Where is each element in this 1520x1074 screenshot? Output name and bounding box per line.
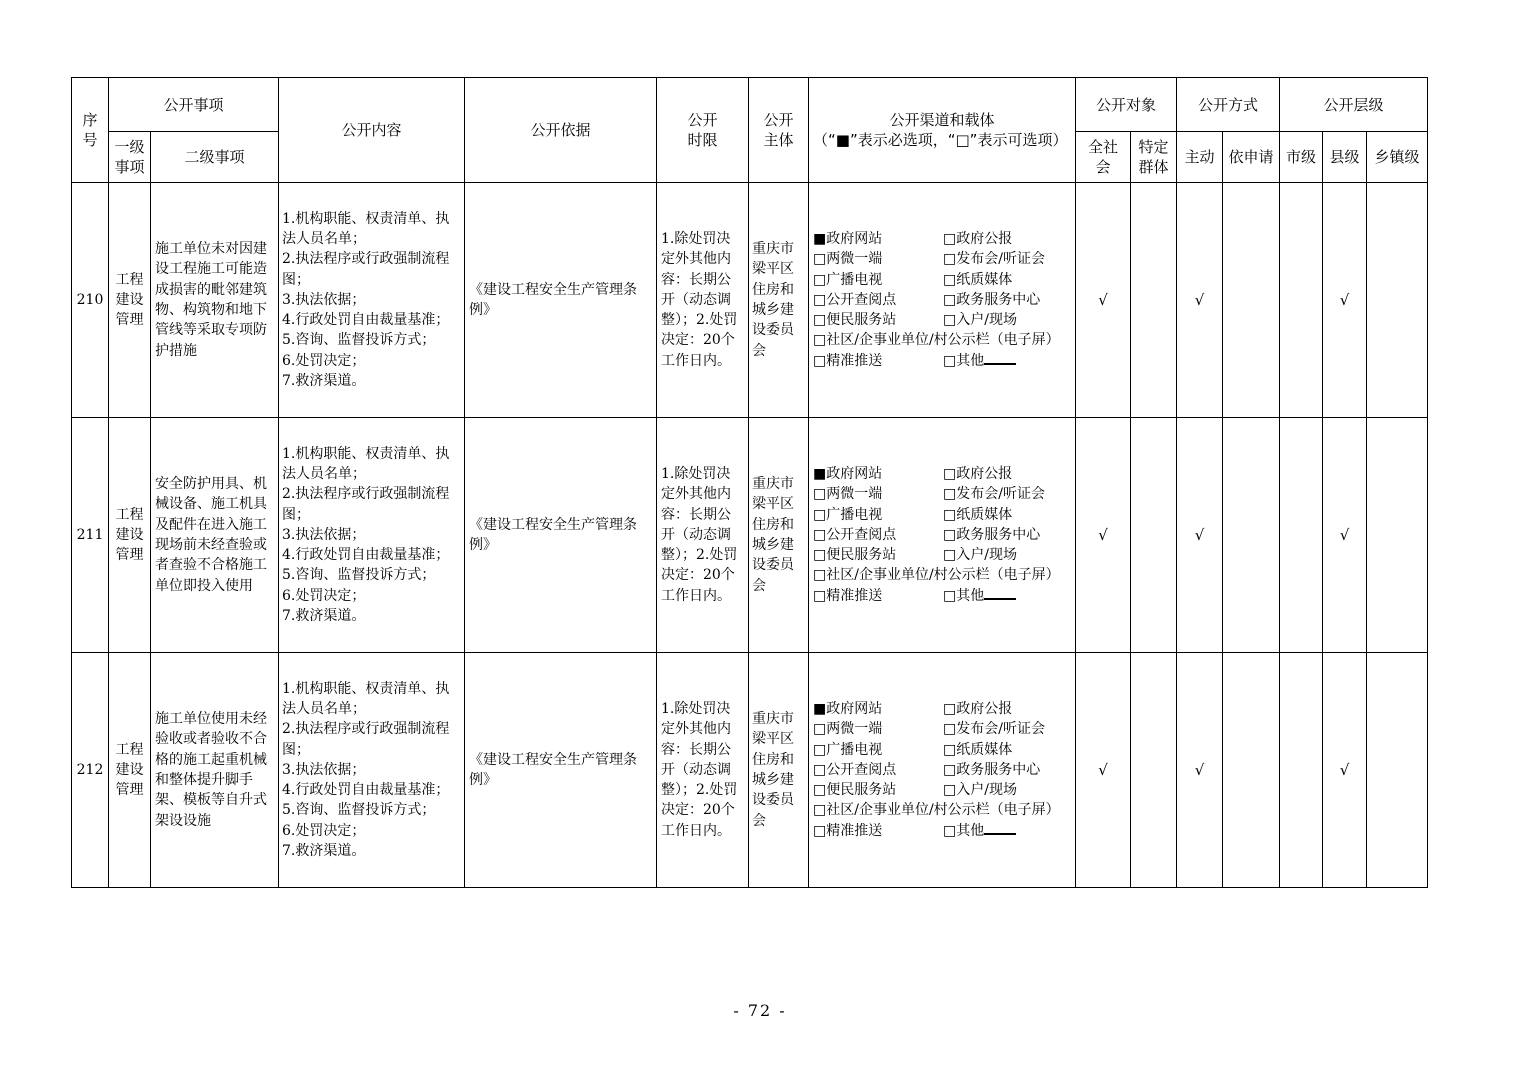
channel-option: □便民服务站 <box>813 547 897 564</box>
check-town <box>1367 653 1428 888</box>
channel-line <box>813 586 1071 606</box>
content-line: 5.咨询、监督投诉方式； <box>282 332 436 349</box>
row-number: 212 <box>72 653 109 888</box>
channel-option: □便民服务站 <box>813 782 897 799</box>
check-active: √ <box>1177 653 1223 888</box>
disclosure-subject: 重庆市梁平区住房和城乡建设委员会 <box>749 653 809 888</box>
header-method-request: 依申请 <box>1223 132 1280 183</box>
channel-option: □精准推送 <box>813 587 883 604</box>
disclosure-channels <box>809 418 1076 653</box>
channel-option: □公开查阅点 <box>813 761 897 778</box>
channel-line <box>813 740 1071 760</box>
content-line: 2.执法程序或行政强制流程图； <box>282 486 450 523</box>
check-county: √ <box>1323 183 1367 418</box>
channel-line <box>813 719 1071 739</box>
channel-option: □两微一端 <box>813 486 883 503</box>
content-line: 7.救济渠道。 <box>282 843 366 860</box>
check-specific <box>1131 418 1177 653</box>
channel-option: □入户/现场 <box>943 312 1017 329</box>
channel-line <box>813 699 1071 719</box>
content-line: 2.执法程序或行政强制流程图； <box>282 721 450 758</box>
channel-line <box>813 505 1071 525</box>
disclosure-content <box>279 418 465 653</box>
header-level-county: 县级 <box>1323 132 1367 183</box>
header-subject: 公开主体 <box>749 78 809 183</box>
level1-item <box>109 653 151 888</box>
disclosure-table <box>71 77 1428 888</box>
channel-option: ■政府网站 <box>813 700 883 717</box>
fill-blank-line <box>984 351 1016 365</box>
content-line: 4.行政处罚自由裁量基准； <box>282 547 450 564</box>
channel-option: □广播电视 <box>813 506 883 523</box>
channel-option: □两微一端 <box>813 721 883 738</box>
channel-option: □政府公报 <box>943 230 1013 247</box>
content-line: 7.救济渠道。 <box>282 608 366 625</box>
channel-option: □社区/企事业单位/村公示栏（电子屏） <box>813 332 1060 349</box>
header-method-active: 主动 <box>1177 132 1223 183</box>
channel-option: □其他 <box>943 587 985 604</box>
check-all: √ <box>1076 653 1131 888</box>
disclosure-channels <box>809 653 1076 888</box>
fill-blank-line <box>984 586 1016 600</box>
content-line: 1.机构职能、权责清单、执法人员名单； <box>282 445 450 482</box>
header-level-city: 市级 <box>1280 132 1323 183</box>
channel-option: □公开查阅点 <box>813 526 897 543</box>
channel-line <box>813 249 1071 269</box>
content-line: 7.救济渠道。 <box>282 373 366 390</box>
channel-line <box>813 310 1071 330</box>
check-request <box>1223 418 1280 653</box>
header-method: 公开方式 <box>1177 78 1280 132</box>
channel-option: □纸质媒体 <box>943 506 1013 523</box>
check-all: √ <box>1076 418 1131 653</box>
header-level: 公开层级 <box>1280 78 1428 132</box>
content-line: 4.行政处罚自由裁量基准； <box>282 312 450 329</box>
check-request <box>1223 653 1280 888</box>
content-line: 4.行政处罚自由裁量基准； <box>282 782 450 799</box>
channel-option: □政务服务中心 <box>943 761 1041 778</box>
check-town <box>1367 418 1428 653</box>
check-city <box>1280 418 1323 653</box>
page-number: - 72 - <box>733 1001 787 1020</box>
content-line: 6.处罚决定； <box>282 587 366 604</box>
header-audience-all: 全社会 <box>1076 132 1131 183</box>
channel-line <box>813 290 1071 310</box>
disclosure-basis: 《建设工程安全生产管理条例》 <box>465 418 657 653</box>
check-active: √ <box>1177 183 1223 418</box>
disclosure-time-limit: 1.除处罚决定外其他内容：长期公开（动态调整）；2.处罚决定：20个工作日内。 <box>657 418 749 653</box>
header-channel <box>809 78 1076 183</box>
disclosure-subject: 重庆市梁平区住房和城乡建设委员会 <box>749 418 809 653</box>
channel-option: □公开查阅点 <box>813 291 897 308</box>
header-audience-specific: 特定群体 <box>1131 132 1177 183</box>
channel-line <box>813 545 1071 565</box>
table-row <box>72 653 1428 888</box>
channel-line <box>813 565 1071 585</box>
level1-item <box>109 418 151 653</box>
channel-line <box>813 464 1071 484</box>
content-line: 3.执法依据； <box>282 526 366 543</box>
channel-line <box>813 351 1071 371</box>
channel-option: □社区/企事业单位/村公示栏（电子屏） <box>813 567 1060 584</box>
disclosure-subject: 重庆市梁平区住房和城乡建设委员会 <box>749 183 809 418</box>
level2-item: 施工单位使用未经验收或者验收不合格的施工起重机械和整体提升脚手架、模板等自升式架设设施 <box>151 653 279 888</box>
channel-option: □政务服务中心 <box>943 526 1041 543</box>
level2-item: 施工单位未对因建设工程施工可能造成损害的毗邻建筑物、构筑物和地下管线等采取专项防护措施 <box>151 183 279 418</box>
check-county: √ <box>1323 418 1367 653</box>
channel-option: □其他 <box>943 822 985 839</box>
channel-line <box>813 821 1071 841</box>
channel-option: □发布会/听证会 <box>943 721 1045 738</box>
disclosure-time-limit: 1.除处罚决定外其他内容：长期公开（动态调整）；2.处罚决定：20个工作日内。 <box>657 653 749 888</box>
channel-option: □政府公报 <box>943 700 1013 717</box>
channel-line <box>813 270 1071 290</box>
header-basis: 公开依据 <box>465 78 657 183</box>
content-line: 5.咨询、监督投诉方式； <box>282 802 436 819</box>
channel-line <box>813 484 1071 504</box>
header-item: 公开事项 <box>109 78 279 132</box>
content-line: 6.处罚决定； <box>282 822 366 839</box>
fill-blank-line <box>984 821 1016 835</box>
channel-option: □广播电视 <box>813 741 883 758</box>
content-line: 1.机构职能、权责清单、执法人员名单； <box>282 680 450 717</box>
check-city <box>1280 653 1323 888</box>
table-row <box>72 418 1428 653</box>
channel-option: □入户/现场 <box>943 547 1017 564</box>
channel-line <box>813 525 1071 545</box>
channel-option: □政府公报 <box>943 465 1013 482</box>
disclosure-time-limit: 1.除处罚决定外其他内容：长期公开（动态调整）；2.处罚决定：20个工作日内。 <box>657 183 749 418</box>
channel-line <box>813 229 1071 249</box>
header-time-limit: 公开时限 <box>657 78 749 183</box>
disclosure-content <box>279 183 465 418</box>
disclosure-basis: 《建设工程安全生产管理条例》 <box>465 183 657 418</box>
header-level1: 一级事项 <box>109 132 151 183</box>
channel-title: 公开渠道和载体 <box>889 111 995 129</box>
row-number: 210 <box>72 183 109 418</box>
content-line: 5.咨询、监督投诉方式； <box>282 567 436 584</box>
channel-option: ■政府网站 <box>813 230 883 247</box>
check-specific <box>1131 183 1177 418</box>
check-county: √ <box>1323 653 1367 888</box>
check-active: √ <box>1177 418 1223 653</box>
check-all: √ <box>1076 183 1131 418</box>
channel-option: □纸质媒体 <box>943 271 1013 288</box>
channel-option: □发布会/听证会 <box>943 486 1045 503</box>
disclosure-content <box>279 653 465 888</box>
level1-text: 工程建设管理 <box>115 271 144 329</box>
disclosure-basis: 《建设工程安全生产管理条例》 <box>465 653 657 888</box>
content-line: 6.处罚决定； <box>282 352 366 369</box>
row-number: 211 <box>72 418 109 653</box>
channel-line <box>813 780 1071 800</box>
level1-text: 工程建设管理 <box>115 506 144 564</box>
content-line: 2.执法程序或行政强制流程图； <box>282 251 450 288</box>
channel-option: □发布会/听证会 <box>943 251 1045 268</box>
level1-item <box>109 183 151 418</box>
channel-option: □两微一端 <box>813 251 883 268</box>
channel-option: □政务服务中心 <box>943 291 1041 308</box>
channel-option: □入户/现场 <box>943 782 1017 799</box>
header-audience: 公开对象 <box>1076 78 1177 132</box>
channel-option: □广播电视 <box>813 271 883 288</box>
channel-option: □社区/企事业单位/村公示栏（电子屏） <box>813 802 1060 819</box>
channel-line <box>813 800 1071 820</box>
channel-option: □纸质媒体 <box>943 741 1013 758</box>
content-line: 3.执法依据； <box>282 291 366 308</box>
check-specific <box>1131 653 1177 888</box>
table-row <box>72 183 1428 418</box>
header-level2: 二级事项 <box>151 132 279 183</box>
disclosure-channels <box>809 183 1076 418</box>
channel-option: □精准推送 <box>813 822 883 839</box>
check-city <box>1280 183 1323 418</box>
level2-item: 安全防护用具、机械设备、施工机具及配件在进入施工现场前未经查验或者查验不合格施工单位即投入使用 <box>151 418 279 653</box>
header-level-town: 乡镇级 <box>1367 132 1428 183</box>
channel-option: □便民服务站 <box>813 312 897 329</box>
channel-note: （“■”表示必选项，“□”表示可选项） <box>813 131 1068 149</box>
channel-line <box>813 330 1071 350</box>
level1-text: 工程建设管理 <box>115 741 144 799</box>
content-line: 1.机构职能、权责清单、执法人员名单； <box>282 210 450 247</box>
content-line: 3.执法依据； <box>282 761 366 778</box>
header-content: 公开内容 <box>279 78 465 183</box>
channel-option: ■政府网站 <box>813 465 883 482</box>
header-seq: 序号 <box>72 78 109 183</box>
channel-option: □其他 <box>943 352 985 369</box>
check-town <box>1367 183 1428 418</box>
channel-option: □精准推送 <box>813 352 883 369</box>
check-request <box>1223 183 1280 418</box>
channel-line <box>813 760 1071 780</box>
